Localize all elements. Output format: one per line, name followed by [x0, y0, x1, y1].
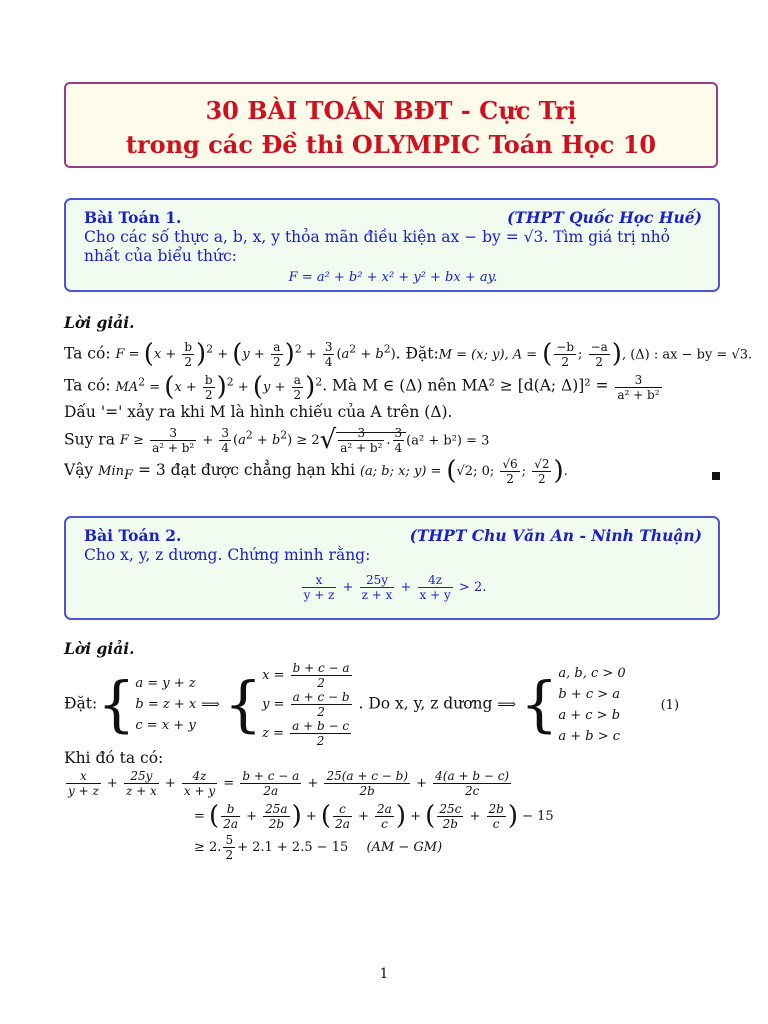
- title-line-1: 30 BÀI TOÁN BĐT - Cực Trị: [205, 96, 577, 125]
- line-2-prefix: Ta có:: [64, 376, 111, 395]
- solution-1-line-2: Ta có: $MA^2 = (x$ + $\frac{b}{2}$ )$^2$ + (y + $\frac{a}{2}$ )$^2$. Mà M ∈ (Δ) nên MA² ≥ [d(A; Δ)]² = $\frac{3}{\text{a² + b²}}$: [64, 371, 660, 402]
- qed-square: [712, 472, 720, 480]
- amgm-label: (AM − GM): [366, 840, 443, 855]
- khi-do: Khi đó ta có:: [64, 749, 164, 767]
- solution-1-line-4: Suy ra F ≥ $\frac{3}{\text{a² + b²}}$ + $\frac{3}{4}$ $(a^2 + b^2) \ge 2√$ $\frac{3}{\text{a² + b²}}$ . $\frac{3}{4}$ (a² + b²) = 3: [64, 424, 490, 455]
- title-box: [64, 82, 718, 168]
- solution-1-heading: Lời giải.: [64, 313, 135, 332]
- system-1-row: c = x + y: [135, 718, 196, 733]
- problem-1-number: Bài Toán 1.: [84, 208, 182, 227]
- solution-1-line-1: Ta có: F = (x + $\frac{b}{2}$ )$^2$ + (y + $\frac{a}{2}$ )$^2$ + $\frac{3}{4}$ $(a^2 + b^2)$. Đặt:M = (x; y), A = ( $\frac{-b}{2}$ ; $\frac{-a}{2}$ ), (Δ) : ax − by = √3.: [64, 339, 753, 370]
- page-number: 1: [379, 966, 389, 982]
- solution-1-line-5: Vậy Min$_F$ = 3 đạt được chẳng hạn khi (a; b; x; y) = (√2; 0; $\frac{√6}{2}$ ; $\frac{√2}{2}$ ).: [64, 455, 568, 486]
- solution-2-eq-3: ≥ 2. $\frac{5}{2}$ + 2.1 + 2.5 − 15 (AM − GM): [194, 833, 443, 862]
- solution-2-eq-2: = ( $\frac{b}{2a}$ + $\frac{25a}{2b}$ ) + ( $\frac{c}{2a}$ + $\frac{2a}{c}$ ) + ( $\frac{25c}{2b}$ + $\frac{2b}{c}$ ) − 15: [194, 801, 554, 831]
- problem-2-formula: $\frac{x}{y + z}$ + $\frac{25y}{z + x}$ + $\frac{4z}{x + y}$ > 2.: [303, 573, 487, 602]
- line-5-min: Min: [98, 463, 124, 479]
- system-3: [558, 663, 625, 747]
- title-line-2: trong các Đề thi OLYMPIC Toán Học 10: [125, 130, 657, 159]
- equation-tag: (1): [660, 697, 680, 713]
- line-5-prefix: Vậy: [64, 460, 94, 479]
- system-1: [135, 673, 196, 736]
- system-1-row: b = z + x: [135, 697, 197, 712]
- problem-2-number: Bài Toán 2.: [84, 526, 182, 545]
- line-1-mid: . Đặt:: [395, 344, 439, 363]
- system-2: x = $\frac{b + c - a}{2}$ y = $\frac{a + c - b}{2}$ z = $\frac{a + b - c}{2}$: [262, 661, 350, 748]
- line-5-tuple: (a; b; x; y) =: [359, 463, 442, 479]
- system-3-row: a + b > c: [558, 728, 621, 744]
- line-4-end: (a² + b²) = 3: [406, 432, 490, 448]
- solution-1: [64, 312, 752, 486]
- solution-2-eq-1: $\frac{x}{y + z}$ + $\frac{25y}{z + x}$ + $\frac{4z}{x + y}$ = $\frac{b + c - a}{2a}$ + $\frac{25(a + c - b)}{2b}$ + $\frac{4(a + b - c)}{2c}$: [68, 769, 510, 798]
- system-3-row: b + c > a: [558, 686, 621, 702]
- solution-1-line-3: Dấu '=' xảy ra khi M là hình chiếu của A trên (Δ).: [64, 402, 453, 421]
- solution-2-substitution: Đặt:{ a = y + z b = z + x c = x + y ⟹ { x = $\frac{b + c - a}{2}$ y = $\frac{a + c - b}{2}$ z = $\frac{a + b - c}{2}$ . Do x, y, z dương ⟹ { a, b, c > 0 b + c > a a + c > b a + b > c (1): [64, 661, 680, 748]
- problem-1-box: [64, 198, 720, 292]
- solution-2: [64, 638, 704, 862]
- line-1-end: , (Δ) : ax − by = √3.: [621, 347, 753, 363]
- problem-2-text: Cho x, y, z dương. Chứng minh rằng:: [84, 546, 371, 564]
- solution-2-heading: Lời giải.: [64, 639, 135, 658]
- eq-3-prefix: ≥ 2.: [194, 840, 222, 855]
- problem-1-text: Cho các số thực a, b, x, y thỏa mãn điều kiện ax − by = √3. Tìm giá trị nhỏ nhất của biểu thức:: [84, 228, 670, 265]
- line-1-prefix: Ta có:: [64, 344, 111, 363]
- problem-2-formula-tail: > 2.: [458, 580, 487, 595]
- problem-2-source: (THPT Chu Văn An - Ninh Thuận): [409, 526, 702, 545]
- line-4-prefix: Suy ra: [64, 429, 115, 448]
- line-1-set: M = (x; y), A =: [438, 347, 538, 363]
- eq-3-tail: + 2.1 + 2.5 − 15: [237, 840, 349, 855]
- do-text: . Do x, y, z dương: [358, 694, 493, 713]
- system-3-row: a, b, c > 0: [558, 665, 626, 681]
- line-2-mid: . Mà M ∈ (Δ) nên MA² ≥ [d(A; Δ)]² =: [322, 376, 609, 395]
- dat-label: Đặt:: [64, 694, 98, 713]
- system-3-row: a + c > b: [558, 707, 621, 723]
- problem-1-source: (THPT Quốc Học Huế): [507, 208, 702, 227]
- problem-2-box: [64, 516, 720, 620]
- line-5-mid: = 3 đạt được chẳng hạn khi: [137, 460, 356, 479]
- system-1-row: a = y + z: [135, 676, 196, 691]
- problem-1-formula: F = a² + b² + x² + y² + bx + ay.: [288, 270, 498, 285]
